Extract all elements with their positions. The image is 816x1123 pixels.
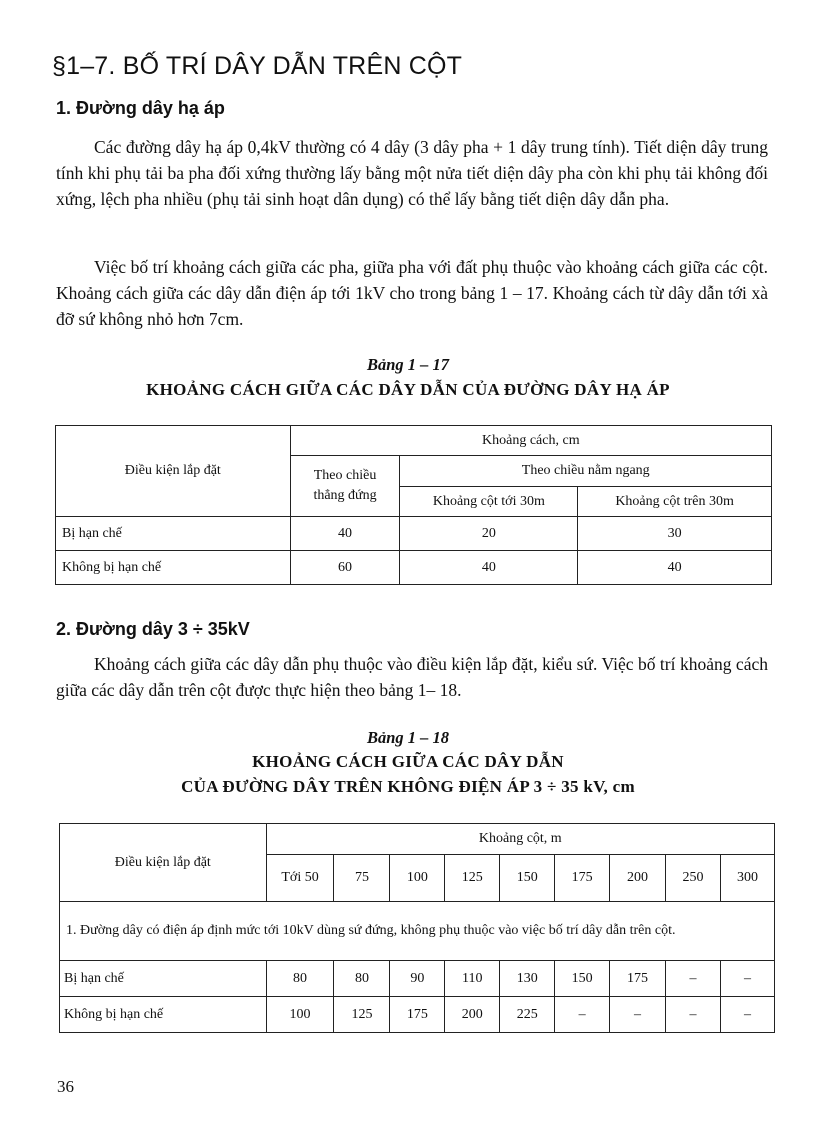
table18-span-col: 100 bbox=[390, 855, 445, 902]
table-row bbox=[60, 961, 775, 997]
table17-cell-horizontal-gt30: 30 bbox=[578, 517, 772, 551]
table18-cell-value: – bbox=[610, 997, 666, 1033]
table18-span-col: 125 bbox=[445, 855, 500, 902]
table17-label: Bảng 1 – 17 bbox=[366, 355, 450, 374]
paragraph-conductor-spacing: Khoảng cách giữa các dây dẫn phụ thuộc vào điều kiện lắp đặt, kiểu sứ. Việc bố trí khoảng cách giữa các dây dẫn trên cột được thực hiện theo bảng 1– 18. bbox=[56, 654, 768, 700]
table18-span-col: 250 bbox=[666, 855, 721, 902]
table17-condition-header: Điều kiện lắp đặt bbox=[56, 426, 291, 517]
table17-span-gt30-header: Khoảng cột trên 30m bbox=[578, 487, 772, 517]
table18-cell-value: – bbox=[720, 997, 774, 1033]
table-row bbox=[56, 517, 772, 551]
table17-span-le30-header: Khoảng cột tới 30m bbox=[400, 487, 578, 517]
table18-cell-value: – bbox=[666, 997, 721, 1033]
table18-condition-header: Điều kiện lắp đặt bbox=[60, 824, 267, 902]
subsection-low-voltage-title: 1. Đường dây hạ áp bbox=[56, 98, 225, 118]
table17-cell-horizontal-le30: 40 bbox=[400, 551, 578, 585]
table18-cell-value: 125 bbox=[334, 997, 390, 1033]
table17-cell-condition: Không bị hạn chế bbox=[56, 551, 291, 585]
table18-cell-value: 100 bbox=[266, 997, 334, 1033]
table18-title-line2: CỦA ĐƯỜNG DÂY TRÊN KHÔNG ĐIỆN ÁP 3 ÷ 35 kV, cm bbox=[181, 777, 635, 796]
table17-cell-horizontal-le30: 20 bbox=[400, 517, 578, 551]
table17-cell-vertical: 40 bbox=[290, 517, 400, 551]
table18-cell-condition: Bị hạn chế bbox=[60, 961, 267, 997]
table-row bbox=[56, 551, 772, 585]
table18-span-col: 75 bbox=[334, 855, 390, 902]
section-title: §1–7. BỐ TRÍ DÂY DẪN TRÊN CỘT bbox=[52, 52, 463, 80]
table18-cell-value: – bbox=[720, 961, 774, 997]
paragraph-neutral-wire: Các đường dây hạ áp 0,4kV thường có 4 dây (3 dây pha + 1 dây trung tính). Tiết diện dây trung tính khi phụ tải ba pha đối xứng thường lấy bằng một nửa tiết diện dây pha còn khi phụ tải không đối xứng, lệch pha nhiều (phụ tải sinh hoạt dân dụng) có thể lấy bằng tiết diện dây dẫn pha. bbox=[56, 137, 768, 209]
table18-cell-value: 175 bbox=[610, 961, 666, 997]
table18-span-col: 175 bbox=[555, 855, 610, 902]
table17-cell-horizontal-gt30: 40 bbox=[578, 551, 772, 585]
table17-cell-condition: Bị hạn chế bbox=[56, 517, 291, 551]
table18-cell-value: – bbox=[666, 961, 721, 997]
table17-horizontal-header: Theo chiều nằm ngang bbox=[400, 456, 772, 487]
table-1-17 bbox=[55, 425, 772, 585]
table18-cell-value: 175 bbox=[390, 997, 445, 1033]
table18-span-col: 300 bbox=[720, 855, 774, 902]
table17-distance-header: Khoảng cách, cm bbox=[290, 426, 771, 456]
subsection-medium-voltage-title: 2. Đường dây 3 ÷ 35kV bbox=[56, 619, 250, 639]
table18-cell-condition: Không bị hạn chế bbox=[60, 997, 267, 1033]
page-number: 36 bbox=[57, 1077, 74, 1096]
table18-cell-value: 200 bbox=[445, 997, 500, 1033]
table17-cell-vertical: 60 bbox=[290, 551, 400, 585]
table17-title: KHOẢNG CÁCH GIỮA CÁC DÂY DẪN CỦA ĐƯỜNG DÂY HẠ ÁP bbox=[146, 380, 670, 399]
table18-cell-value: 150 bbox=[555, 961, 610, 997]
table18-label: Bảng 1 – 18 bbox=[366, 728, 450, 747]
table18-cell-value: 110 bbox=[445, 961, 500, 997]
paragraph-phase-spacing: Việc bố trí khoảng cách giữa các pha, giữa pha với đất phụ thuộc vào khoảng cách giữa các cột. Khoảng cách giữa các dây dẫn điện áp tới 1kV cho trong bảng 1 – 17. Khoảng cách từ dây dẫn tới xà đỡ sứ không nhỏ hơn 7cm. bbox=[56, 257, 768, 329]
table18-cell-value: – bbox=[555, 997, 610, 1033]
table18-cell-value: 80 bbox=[334, 961, 390, 997]
table18-span-header: Khoảng cột, m bbox=[266, 824, 774, 855]
table18-title-line1: KHOẢNG CÁCH GIỮA CÁC DÂY DẪN bbox=[252, 752, 564, 771]
table18-span-col: 200 bbox=[610, 855, 666, 902]
table-1-18 bbox=[59, 823, 775, 1033]
table17-vertical-header: Theo chiều thẳng đứng bbox=[290, 456, 400, 517]
table18-span-col: Tới 50 bbox=[266, 855, 334, 902]
table18-note: 1. Đường dây có điện áp định mức tới 10kV dùng sứ đứng, không phụ thuộc vào việc bố trí dây dẫn trên cột. bbox=[60, 902, 775, 961]
table18-cell-value: 130 bbox=[500, 961, 555, 997]
table18-cell-value: 80 bbox=[266, 961, 334, 997]
table18-cell-value: 90 bbox=[390, 961, 445, 997]
table18-span-col: 150 bbox=[500, 855, 555, 902]
table18-cell-value: 225 bbox=[500, 997, 555, 1033]
table-row bbox=[60, 997, 775, 1033]
